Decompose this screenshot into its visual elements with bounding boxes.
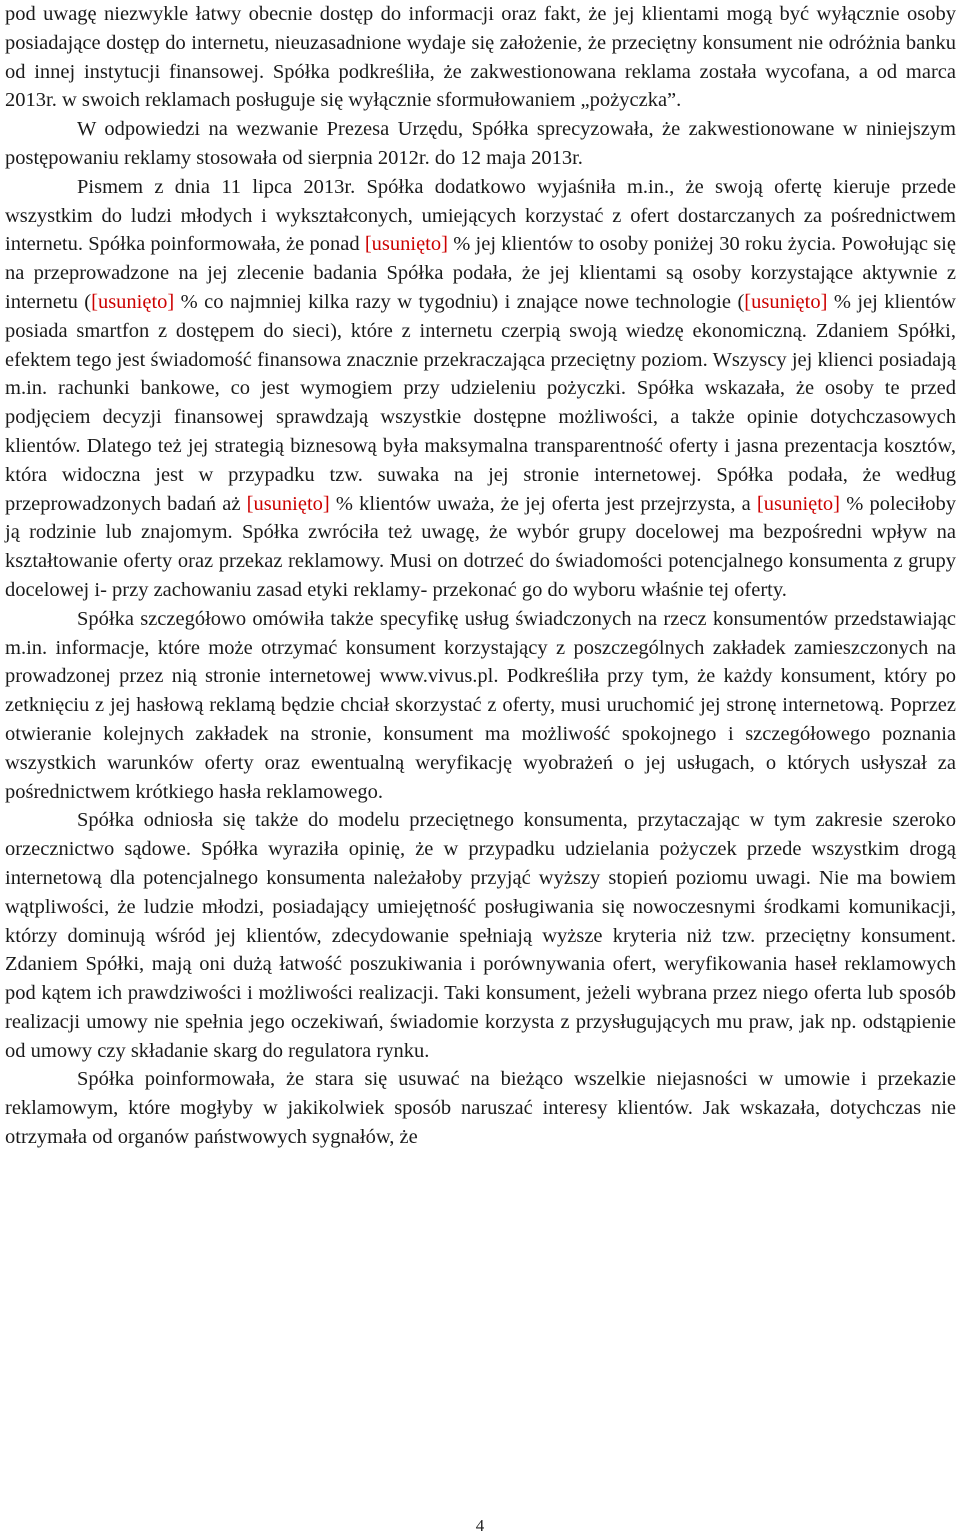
redaction-marker: [usunięto] xyxy=(91,290,175,313)
document-page xyxy=(5,0,956,1152)
page-number: 4 xyxy=(475,1516,485,1535)
paragraph xyxy=(5,0,956,115)
paragraph xyxy=(5,605,956,807)
redaction-marker: [usunięto] xyxy=(756,492,841,515)
paragraph-text: % klientów uważa, że jej oferta jest przejrzysta, a xyxy=(329,492,757,515)
paragraph-text: Spółka odniosła się także do modelu przeciętnego konsumenta, przytaczając w tym zakresie szeroko orzecznictwo sądowe. Spółka wyraziła opinię, że w przypadku udzielania pożyczek przede wszystkim drogą internetową dla potencjalnego konsumenta należałoby przyjąć wyższy stopień poziomu uwagi. Nie ma bowiem wątpliwości, że ludzie młodzi, posiadający umiejętność posługiwania się nowoczesnymi środkami komunikacji, którzy dominują wśród jej klientów, zdecydowanie spełniają wyższe kryteria niż tzw. przeciętny konsument. Zdaniem Spółki, mają oni dużą łatwość poszukiwania i porównywania ofert, weryfikowania haseł reklamowych pod kątem ich prawdziwości i możliwości realizacji. Taki konsument, jeżeli wybrana przez niego oferta lub sposób realizacji umowy nie spełnia jego oczekiwań, świadomie korzysta z przysługujących mu praw, jak np. odstąpienie od umowy czy składanie skarg do regulatora rynku. xyxy=(5,809,956,1062)
paragraph-text: Pismem z dnia 11 lipca 2013r. Spółka dodatkowo wyjaśniła m.in., że swoją ofertę kieruje przede wszystkim do ludzi młodych i wykształconych, umiejących korzystać z ofert dostarczanych za pośrednictwem internetu. Spółka poinformowała, że ponad xyxy=(5,175,956,256)
paragraph-text: Spółka poinformowała, że stara się usuwać na bieżąco wszelkie niejasności w umowie i przekazie reklamowym, które mogłyby w jakikolwiek sposób naruszać interesy klientów. Jak wskazała, dotychczas nie otrzymała od organów państwowych sygnałów, że xyxy=(5,1068,956,1149)
redaction-marker: [usunięto] xyxy=(246,492,330,515)
paragraph-text: Spółka szczegółowo omówiła także specyfikę usług świadczonych na rzecz konsumentów przedstawiając m.in. informacje, które może otrzymać konsument korzystający z poszczególnych zakładek zamieszczonych na prowadzonej przez nią stronie internetowej www.vivus.pl. Podkreśliła przy tym, że każdy konsument, który po zetknięciu z jej hasłową reklamą będzie chciał skorzystać z oferty, musi uruchomić jej stronę internetową. Poprzez otwieranie kolejnych zakładek na stronie, konsument ma możliwość spokojnego i szczegółowego poznania wszystkich warunków oferty oraz ewentualną weryfikację wyobrażeń o jej usługach, o których usłyszał za pośrednictwem krótkiego hasła reklamowego. xyxy=(5,607,956,803)
paragraph-text: W odpowiedzi na wezwanie Prezesa Urzędu, Spółka sprecyzowała, że zakwestionowane w niniejszym postępowaniu reklamy stosowała od sierpnia 2012r. do 12 maja 2013r. xyxy=(5,118,956,169)
paragraph xyxy=(5,1065,956,1151)
paragraph-text: % jej klientów posiada smartfon z dostępem do sieci), które z internetu czerpią swoją wiedzę ekonomiczną. Zdaniem Spółki, efektem tego jest świadomość finansowa znacznie przekraczająca przeciętny poziom. Wszyscy jej klienci posiadają m.in. rachunki bankowe, co jest wymogiem przy udzieleniu pożyczki. Spółka wskazała, że osoby te przed podjęciem decyzji finansowej sprawdzają wszystkie dostępne możliwości, a także opinie dotychczasowych klientów. Dlatego też jej strategią biznesową była maksymalna transparentność oferty i jasna prezentacja kosztów, która widoczna jest w przypadku tzw. suwaka na jej stronie internetowej. Spółka podała, że według przeprowadzonych badań aż xyxy=(5,290,956,515)
paragraph xyxy=(5,115,956,173)
paragraph xyxy=(5,806,956,1065)
redaction-marker: [usunięto] xyxy=(364,233,448,256)
paragraph-text: % co najmniej kilka razy w tygodniu) i znające nowe technologie ( xyxy=(174,290,745,313)
paragraph-text: % poleciłoby ją rodzinie lub znajomym. Spółka zwróciła też uwagę, że wybór grupy docelowej ma bezpośredni wpływ na kształtowanie oferty oraz przekaz reklamowy. Musi on dotrzeć do świadomości potencjalnego konsumenta z grupy docelowej i- przy zachowaniu zasad etyki reklamy- przekonać go do wyboru właśnie tej oferty. xyxy=(5,492,956,601)
paragraph xyxy=(5,173,956,605)
redaction-marker: [usunięto] xyxy=(744,290,828,313)
paragraph-text: pod uwagę niezwykle łatwy obecnie dostęp do informacji oraz fakt, że jej klientami mogą być wyłącznie osoby posiadające dostęp do internetu, nieuzasadnione wydaje się założenie, że przeciętny konsument nie odróżnia banku od innej instytucji finansowej. Spółka podkreśliła, że zakwestionowana reklama została wycofana, a od marca 2013r. w swoich reklamach posługuje się wyłącznie sformułowaniem „pożyczka”. xyxy=(5,3,956,112)
paragraph-text: % jej klientów to osoby poniżej 30 roku życia. Powołując się na przeprowadzone na jej zlecenie badania Spółka podała, że jej klientami są osoby korzystające aktywnie z internetu ( xyxy=(5,233,956,313)
